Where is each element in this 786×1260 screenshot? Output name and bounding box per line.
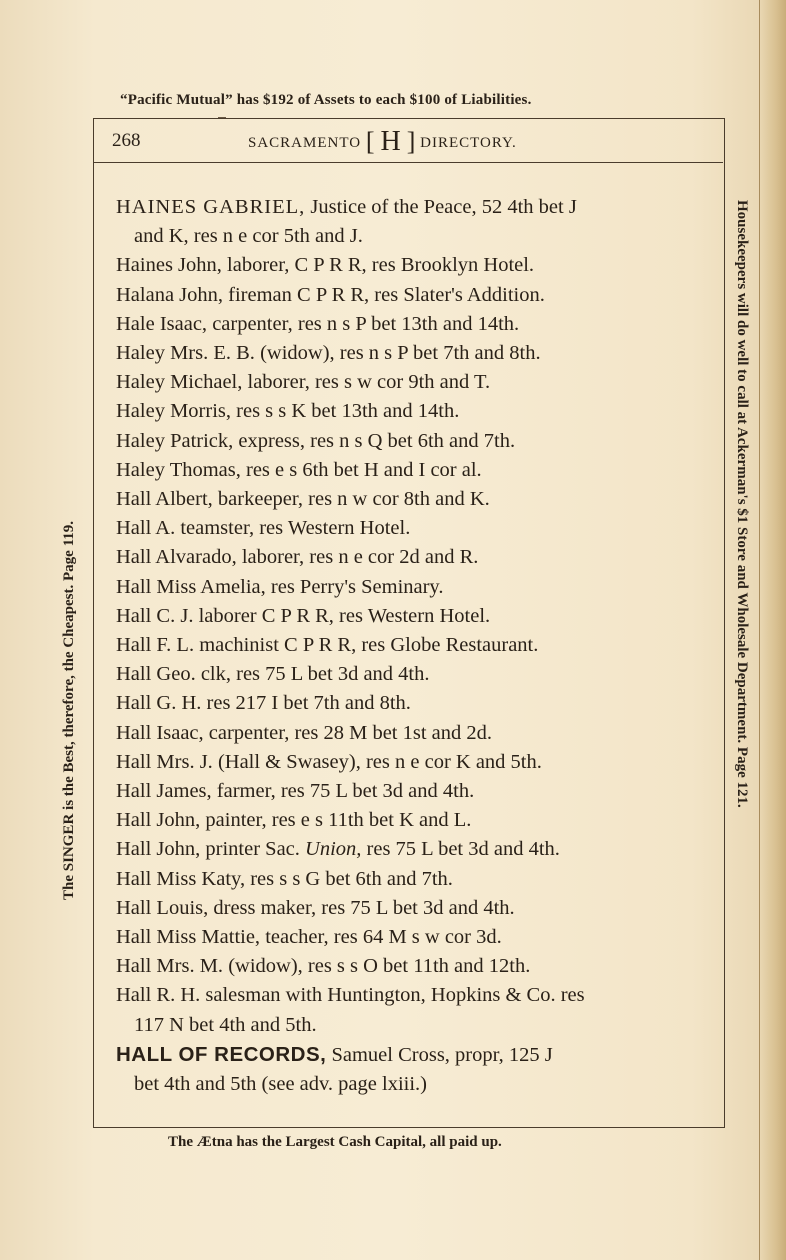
directory-entry xyxy=(116,894,716,923)
entry-name: Hall Isaac, xyxy=(116,721,204,744)
entry-name: HALL OF RECORDS, xyxy=(116,1042,327,1066)
directory-entry xyxy=(116,573,716,602)
directory-entry xyxy=(116,835,716,864)
entry-details: fireman C P R R, res Slater's Addition. xyxy=(223,283,545,306)
directory-entry xyxy=(116,310,716,339)
entry-name: Haines John, xyxy=(116,254,222,277)
directory-entry xyxy=(116,865,716,894)
entry-name: Hall Albert, xyxy=(116,488,213,511)
entry-continuation: 117 N bet 4th and 5th. xyxy=(134,1013,317,1036)
pencil-mark xyxy=(218,117,226,122)
entry-details: (widow), res s s O bet 11th and 12th. xyxy=(223,955,531,978)
running-head-left: SACRAMENTO xyxy=(248,135,362,151)
entry-name: Hall Miss Katy, xyxy=(116,867,246,890)
left-margin-advertisement: The SINGER is the Best, therefore, the Cheapest. Page 119. xyxy=(61,521,77,900)
entry-name: Hall Geo. xyxy=(116,663,196,686)
entry-details: (widow), res n s P bet 7th and 8th. xyxy=(254,342,541,365)
entry-details: machinist C P R R, res Globe Restaurant. xyxy=(194,634,539,657)
entry-details: salesman with Huntington, Hopkins & Co. res xyxy=(200,984,585,1007)
entry-name: Hall John, xyxy=(116,809,201,832)
entry-details: res e s 6th bet H and I cor al. xyxy=(240,458,482,481)
entry-details: painter, res e s 11th bet K and L. xyxy=(200,809,472,832)
directory-entry xyxy=(116,339,716,368)
directory-entry xyxy=(116,514,716,543)
directory-entry xyxy=(116,397,716,426)
entry-details: Samuel Cross, propr, 125 J xyxy=(326,1043,553,1066)
entry-name: Hall Mrs. M. xyxy=(116,955,224,978)
entry-details: res s s G bet 6th and 7th. xyxy=(245,867,453,890)
entry-details: teamster, res Western Hotel. xyxy=(175,517,411,540)
entry-name: Hall G. H. xyxy=(116,692,202,715)
directory-entry xyxy=(116,193,716,251)
directory-entry xyxy=(116,660,716,689)
entry-name: Hall R. H. xyxy=(116,984,201,1007)
page-number: 268 xyxy=(112,130,141,151)
directory-entry xyxy=(116,719,716,748)
bottom-advertisement: The Ætna has the Largest Cash Capital, all paid up. xyxy=(168,1134,502,1150)
directory-entry xyxy=(116,456,716,485)
directory-entry xyxy=(116,602,716,631)
directory-entry xyxy=(116,251,716,280)
entry-details: Justice of the Peace, 52 4th bet J xyxy=(305,196,577,218)
directory-entry xyxy=(116,981,716,1039)
entry-details: res Perry's Seminary. xyxy=(265,575,444,598)
running-head-open-bracket: [ xyxy=(365,127,375,156)
entry-details: laborer, res s w cor 9th and T. xyxy=(242,371,491,394)
entry-details: carpenter, res 28 M bet 1st and 2d. xyxy=(203,721,493,744)
directory-entry xyxy=(116,281,716,310)
directory-entry xyxy=(116,485,716,514)
entry-details: (Hall & Swasey), res n e cor K and 5th. xyxy=(212,750,542,773)
running-head-right: DIRECTORY. xyxy=(420,135,517,151)
running-head-close-bracket: ] xyxy=(406,127,416,156)
entry-name: Hall James, xyxy=(116,780,212,803)
entry-details: clk, res 75 L bet 3d and 4th. xyxy=(195,663,430,686)
entry-details: farmer, res 75 L bet 3d and 4th. xyxy=(211,780,475,803)
directory-entry xyxy=(116,631,716,660)
directory-entries xyxy=(116,193,716,1099)
entry-continuation: and K, res n e cor 5th and J. xyxy=(134,225,363,248)
entry-name: Hall Miss Mattie, xyxy=(116,926,261,949)
entry-name: Hall Mrs. J. xyxy=(116,750,213,773)
entry-details: dress maker, res 75 L bet 3d and 4th. xyxy=(208,896,515,919)
entry-name: Hall C. J. xyxy=(116,604,194,627)
entry-details: carpenter, res n s P bet 13th and 14th. xyxy=(207,312,520,335)
entry-name: HAINES GABRIEL, xyxy=(116,196,306,218)
entry-name: Hall Miss Amelia, xyxy=(116,575,266,598)
directory-entry xyxy=(116,1040,716,1099)
entry-details: teacher, res 64 M s w cor 3d. xyxy=(260,926,502,949)
entry-name: Halana John, xyxy=(116,283,224,306)
entry-name: Haley Thomas, xyxy=(116,458,241,481)
entry-details: res s s K bet 13th and 14th. xyxy=(231,400,460,423)
entry-name: Hall F. L. xyxy=(116,634,195,657)
directory-entry xyxy=(116,777,716,806)
entry-name: Hall A. xyxy=(116,517,176,540)
running-head-letter: H xyxy=(380,126,401,157)
entry-name: Haley Patrick, xyxy=(116,429,234,452)
directory-entry xyxy=(116,952,716,981)
entry-details: laborer C P R R, res Western Hotel. xyxy=(193,604,491,627)
directory-entry xyxy=(116,368,716,397)
entry-name: Haley Mrs. E. B. xyxy=(116,342,255,365)
entry-details: barkeeper, res n w cor 8th and K. xyxy=(212,488,490,511)
entry-name: Hall Louis, xyxy=(116,896,209,919)
entry-details: express, res n s Q bet 6th and 7th. xyxy=(233,429,516,452)
page-edge xyxy=(759,0,786,1260)
entry-details: laborer, C P R R, res Brooklyn Hotel. xyxy=(221,254,535,277)
entry-details: res 217 I bet 7th and 8th. xyxy=(201,692,411,715)
directory-entry xyxy=(116,689,716,718)
entry-name: Hall John, xyxy=(116,838,201,861)
entry-name: Haley Morris, xyxy=(116,400,232,423)
entry-italic: Union, xyxy=(305,838,362,861)
entry-details-more: res 75 L bet 3d and 4th. xyxy=(361,838,560,861)
directory-entry xyxy=(116,806,716,835)
header-rule xyxy=(93,162,723,163)
top-advertisement: “Pacific Mutual” has $192 of Assets to each $100 of Liabilities. xyxy=(120,92,532,108)
entry-name: Hall Alvarado, xyxy=(116,546,237,569)
entry-name: Hale Isaac, xyxy=(116,312,208,335)
right-margin-advertisement: Housekeepers will do well to call at Ackerman's $1 Store and Wholesale Department. Page 121. xyxy=(734,200,750,808)
directory-entry xyxy=(116,748,716,777)
running-head xyxy=(248,126,598,158)
directory-entry xyxy=(116,923,716,952)
entry-details: laborer, res n e cor 2d and R. xyxy=(236,546,479,569)
directory-entry xyxy=(116,427,716,456)
entry-name: Haley Michael, xyxy=(116,371,243,394)
entry-details: printer Sac. xyxy=(200,838,306,861)
directory-entry xyxy=(116,543,716,572)
entry-continuation: bet 4th and 5th (see adv. page lxiii.) xyxy=(134,1073,427,1096)
